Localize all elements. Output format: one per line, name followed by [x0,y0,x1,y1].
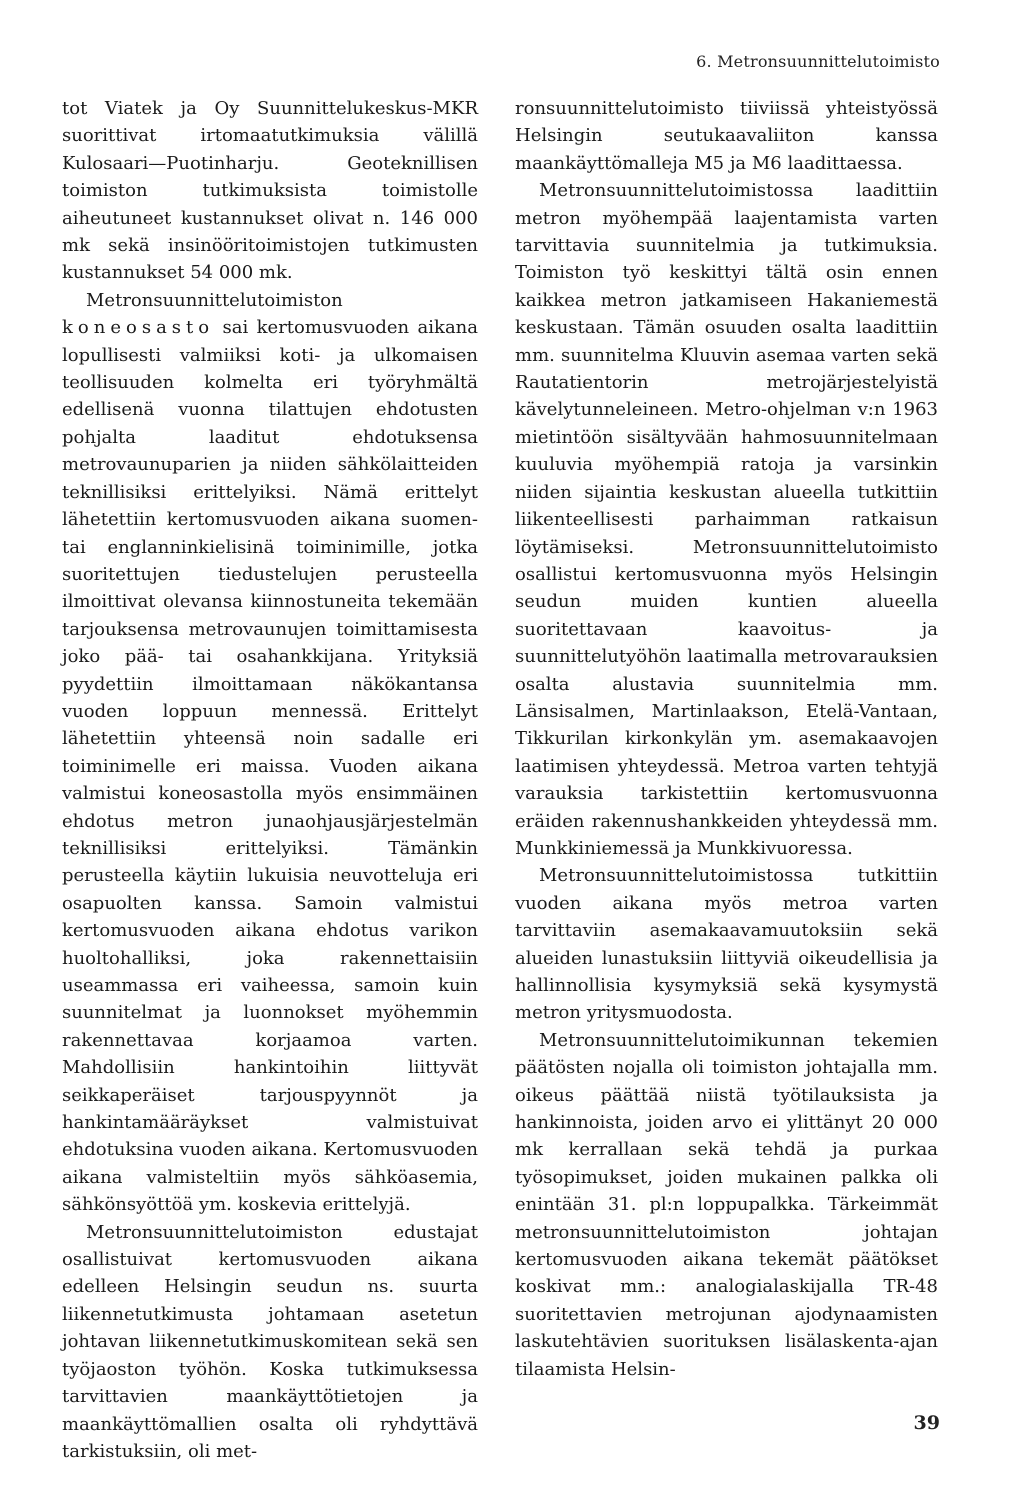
left-paragraph-3: Metronsuunnittelutoimiston edustajat osallistuivat kertomusvuoden aikana edelleen Helsingin seudun ns. suurta liikennetutkimusta johtamaan asetetun johtavan liikennetutkimuskomitean sekä sen työjaoston työhön. Koska tutkimuksessa tarvittavien maankäyttötietojen ja maankäyttömallien osalta oli ryhdyttävä tarkistuksiin, oli met- [62,1221,478,1462]
right-paragraph-3: Metronsuunnittelutoimistossa tutkittiin vuoden aikana myös metroa varten tarvittaviin asemakaavamuutoksiin sekä alueiden lunastuksiin liittyviä oikeudellisia ja hallinnollisia kysymyksiä sekä kysymystä metron yritysmuodosta. [515,865,938,1024]
paragraph-rest: sai kertomusvuoden aikana lopullisesti valmiiksi koti- ja ulkomaisen teollisuuden kolmelta eri työryhmältä edellisenä vuonna tilattujen ehdotusten pohjalta laaditut ehdotuksensa metrovaunuparien ja niiden sähkölaitteiden teknillisiksi erittelyiksi. Nämä erittelyt lähetettiin kertomusvuoden aikana suomen- tai englanninkielisinä toiminimille, jotka suoritettujen tiedustelujen perusteella ilmoittivat olevansa kiinnostuneita tekemään tarjouksensa metrovaunujen toimittamisesta joko pää- tai osahankkijana. Yrityksiä pyydettiin ilmoittamaan näkökantansa vuoden loppuun mennessä. Erittelyt lähetettiin yhteensä noin sadalle eri toiminimelle eri maissa. Vuoden aikana valmistui koneosastolla myös ensimmäinen ehdotus metron junaohjausjärjestelmän teknillisiksi erittelyiksi. Tämänkin perusteella käytiin lukuisia neuvotteluja eri osapuolten kanssa. Samoin valmistui kertomusvuoden aikana ehdotus varikon huoltohalliksi, joka rakennettaisiin useammassa eri vaiheessa, samoin kuin suunnitelmat ja luonnokset myöhemmin rakennettavaa korjaamoa varten. Mahdollisiin hankintoihin liittyvät seikkaperäiset tarjouspyynnöt ja hankintamääräykset valmistuivat ehdotuksina vuoden aikana. Kertomusvuoden aikana valmisteltiin myös sähköasemia, sähkönsyöttöä ym. koskevia erittelyjä. [62,317,478,1216]
right-paragraph-2: Metronsuunnittelutoimistossa laadittiin metron myöhempää laajentamista varten tarvittavia suunnitelmia ja tutkimuksia. Toimiston työ keskittyi tältä osin ennen kaikkea metron jatkamiseen Hakaniemestä keskustaan. Tämän osuuden osalta laadittiin mm. suunnitelma Kluuvin asemaa varten sekä Rautatientorin metrojärjestelyistä kävelytunneleineen. Metro-ohjelman v:n 1963 mietintöön sisältyvään hahmosuunnitelmaan kuuluvia myöhempiä ratoja ja varsinkin niiden sijaintia keskustan alueella tutkittiin liikenteellisesti parhaimman ratkaisun löytämiseksi. Metronsuunnittelutoimisto osallistui kertomusvuonna myös Helsingin seudun muiden kuntien alueella suoritettavaan kaavoitus- ja suunnittelutyöhön laatimalla metrovarauksien osalta alustavia suunnitelmia mm. Länsisalmen, Martinlaakson, Etelä-Vantaan, Tikkurilan kirkonkylän ym. asemakaavojen laatimisen yhteydessä. Metroa varten tehtyjä varauksia tarkistettiin kertomusvuonna eräiden rakennushankkeiden yhteydessä mm. Munkkiniemessä ja Munkkivuoressa. [515,180,938,859]
left-paragraph-2 [62,287,478,1219]
page-number: 39 [913,1412,940,1434]
left-paragraph-1: tot Viatek ja Oy Suunnittelukeskus-MKR suorittivat irtomaatutkimuksia välillä Kulosaari—Puotinharju. Geoteknillisen toimiston tutkimuksista toimistolle aiheutuneet kustannukset olivat n. 146 000 mk sekä insinööritoimistojen tutkimusten kustannukset 54 000 mk. [62,98,478,284]
right-paragraph-1: ronsuunnittelutoimisto tiiviissä yhteistyössä Helsingin seutukaavaliiton kanssa maankäyttömalleja M5 ja M6 laadittaessa. [515,98,938,174]
running-header: 6. Metronsuunnittelutoimisto [696,52,940,71]
paragraph-lead: Metronsuunnittelutoimiston [86,289,343,311]
right-column [515,95,938,1383]
right-paragraph-4: Metronsuunnittelutoimikunnan tekemien päätösten nojalla oli toimiston johtajalla mm. oikeus päättää niistä työtilauksista ja hankinnoista, joiden arvo ei ylittänyt 20 000 mk kerrallaan sekä tehdä ja purkaa työsopimukset, joiden mukainen palkka oli enintään 31. pl:n loppupalkka. Tärkeimmät metronsuunnittelutoimiston johtajan kertomusvuoden aikana tekemät päätökset koskivat mm.: analogialaskijalla TR-48 suoritettavien metrojunan ajodynaamisten laskutehtävien suorituksen lisälaskenta-ajan tilaamista Helsin- [515,1029,938,1380]
spaced-emphasis: koneosasto [62,317,215,339]
left-column [62,95,478,1465]
